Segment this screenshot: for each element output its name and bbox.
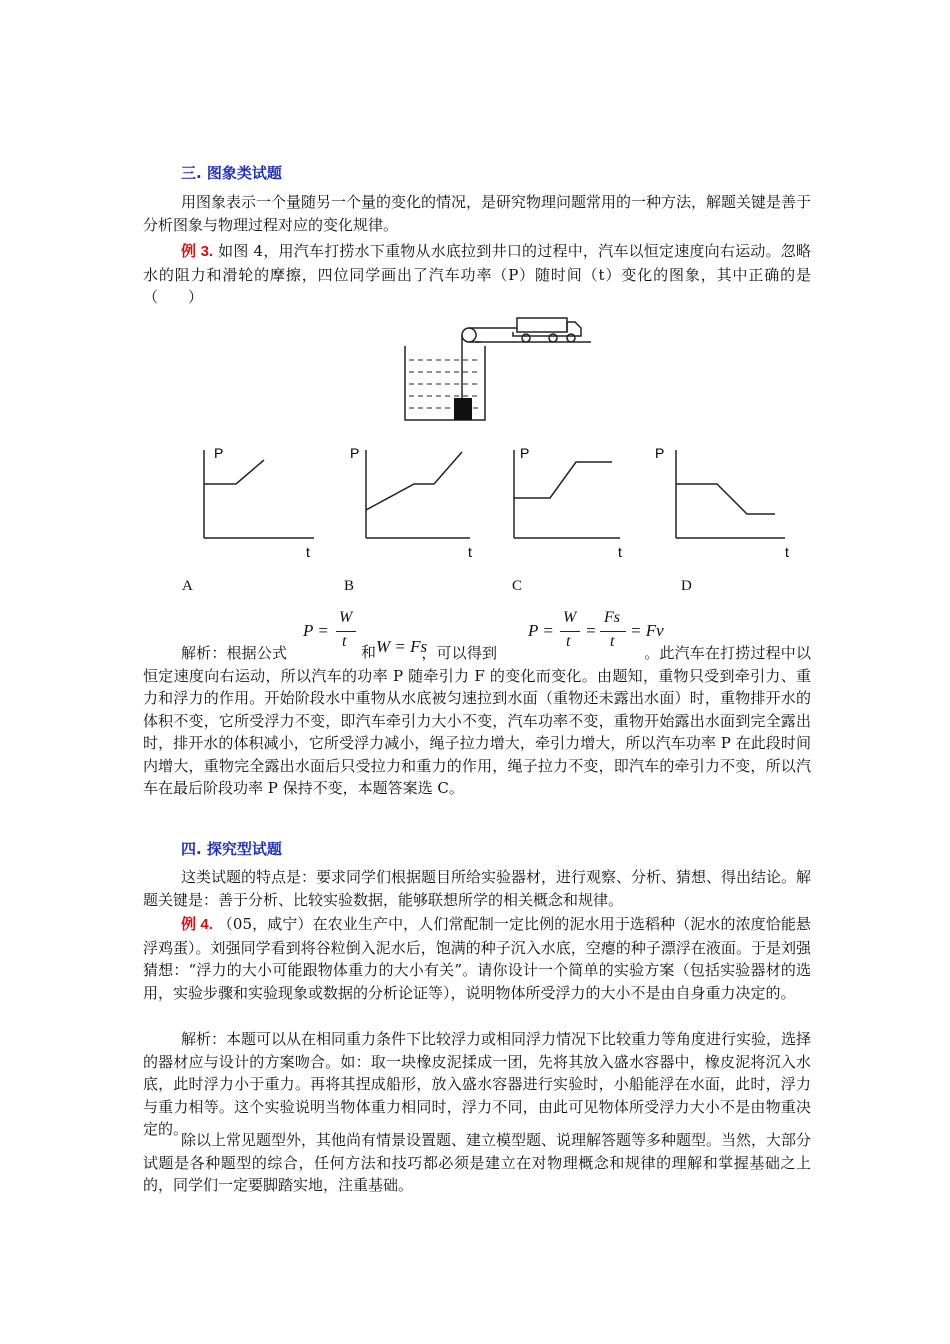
closing-paragraph: 除以上常见题型外，其他尚有情景设置题、建立模型题、说理解答题等多种题型。当然，大部分试题是各种题型的综合，任何方法和技巧都必须是建立在对物理概念和规律的理解和掌握基础之上的，同学们一定要脚踏实地，注重基础。 [143, 1131, 812, 1194]
formula-and: 和 [361, 643, 377, 661]
fraction-bar [336, 631, 356, 632]
example4-tag: 例 4. [181, 916, 213, 933]
formula3-num2: Fs [604, 609, 620, 626]
example3-tag: 例 3. [181, 243, 214, 260]
formula3-rhs: = Fv [630, 621, 664, 640]
graph-b-label: B [344, 578, 355, 594]
graph-b [350, 440, 500, 565]
graph-d [655, 440, 805, 565]
formula-p-lhs: P = [303, 621, 329, 640]
formula3-den2: t [610, 633, 615, 650]
graph-d-x-label: t [785, 544, 789, 560]
analysis3-lead: 解析：根据公式 [181, 644, 288, 662]
analysis3-paragraph [143, 642, 811, 800]
graph-a-curve [204, 460, 264, 484]
section3-intro: 用图象表示一个量随另一个量的变化的情况，是研究物理问题常用的一种方法，解题关键是善于分析图象与物理过程对应的变化规律。 [143, 193, 812, 234]
example4-text: （05，咸宁）在农业生产中，人们常配制一定比例的泥水用于选稻种（泥水的浓度恰能悬浮鸡蛋）。刘强同学看到将谷粒倒入泥水后，饱满的种子沉入水底，空瘪的种子漂浮在液面。于是刘强猜想：“浮力的大小可能跟物体重力的大小有关”。请你设计一个简单的实验方案（包括实验器材的选用，实验步骤和实验现象或数据的分析论证等），说明物体所受浮力的大小不是由自身重力决定的。 [143, 915, 812, 1002]
graph-d-y-label: P [655, 445, 665, 461]
analysis3-rest: 。此汽车在打捞过程中以恒定速度向右运动，所以汽车的功率 P 随牵引力 F 的变化而变化。由题知，重物只受到牵引力、重力和浮力的作用。开始阶段水中重物从水底被匀速拉到水面（重物还未露出水面）时，重物排开水的体积不变，它所受浮力不变，即汽车牵引力大小不变，汽车功率不变，重物开始露出水面到完全露出时，排开水的体积减小，它所受浮力减小，绳子拉力增大，牵引力增大，所以汽车功率 P 在此段时间内增大，重物完全露出水面后只受拉力和重力的作用，绳子拉力不变，即汽车的牵引力不变，所以汽车在最后阶段功率 P 保持不变，本题答案选 C。 [143, 644, 811, 797]
figure4-truck-pulley-diagram [395, 310, 595, 430]
fraction-bar [600, 631, 626, 632]
graph-d-curve [676, 484, 775, 514]
analysis3-mid: ，可以得到 [421, 644, 498, 662]
graph-d-label: D [681, 578, 692, 594]
graph-a [188, 440, 338, 565]
heavy-object [454, 398, 472, 420]
pulley-icon [462, 328, 517, 400]
formula3-den1: t [566, 633, 571, 650]
formula-w-fs: W = Fs [376, 637, 428, 656]
formula-p-num: W [339, 609, 353, 626]
analysis4-paragraph: 解析：本题可以从在相同重力条件下比较浮力或相同浮力情况下比较重力等角度进行实验，选择的器材应与设计的方案吻合。如：取一块橡皮泥揉成一团，先将其放入盛水容器中，橡皮泥将沉入水底，此时浮力小于重力。再将其捏成船形，放入盛水容器进行实验时，小船能浮在水面，此时，浮力与重力相等。这个实验说明当物体重力相同时，浮力不同，由此可见物体所受浮力大小不是由物重决定的。 [143, 1030, 812, 1138]
example4-paragraph [143, 913, 811, 1004]
graph-a-y-label: P [214, 445, 224, 461]
graph-a-label: A [182, 578, 193, 594]
section3-heading: 三. 图象类试题 [181, 164, 282, 182]
section4-intro: 这类试题的特点是：要求同学们根据题目所给实验器材，进行观察、分析、猜想、得出结论。解题关键是：善于分析、比较实验数据，能够联想所学的相关概念和规律。 [143, 868, 812, 909]
example3-text: 如图 4，用汽车打捞水下重物从水底拉到井口的过程中，汽车以恒定速度向右运动。忽略水的阻力和滑轮的摩擦，四位同学画出了汽车功率（P）随时间（t）变化的图象，其中正确的是（ ） [143, 242, 811, 306]
graph-c [500, 440, 650, 565]
graph-c-label: C [512, 578, 523, 594]
graph-c-x-label: t [618, 544, 622, 560]
formula3-lhs: P = [528, 621, 554, 640]
graph-c-curve [514, 462, 612, 498]
truck-icon [475, 318, 591, 342]
graph-b-y-label: P [350, 445, 360, 461]
graph-b-x-label: t [468, 544, 472, 560]
formula3-num1: W [563, 609, 577, 626]
fraction-bar [560, 631, 580, 632]
formula-p-den: t [342, 633, 347, 650]
graph-a-x-label: t [306, 544, 310, 560]
well-container [405, 346, 485, 420]
graph-b-curve [366, 452, 462, 510]
section4-heading: 四. 探究型试题 [181, 840, 282, 858]
graph-c-y-label: P [520, 445, 530, 461]
formula3-eq: = [585, 621, 597, 640]
example3-paragraph [143, 240, 811, 309]
